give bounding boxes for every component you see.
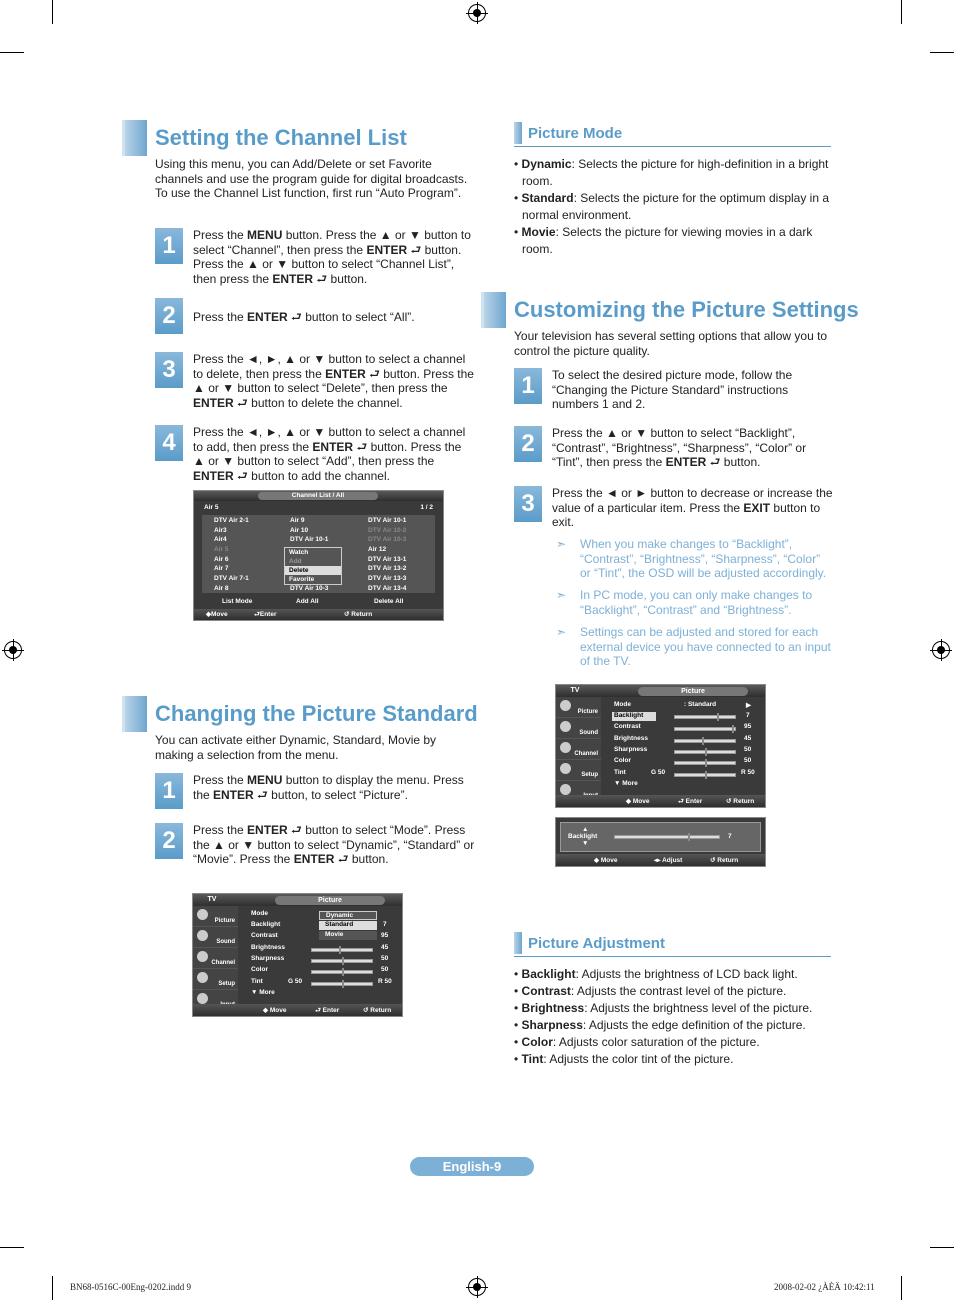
list-mode-button[interactable]: List Mode <box>222 598 253 605</box>
picture-mode-list <box>514 156 834 258</box>
section-title-channel-list: Setting the Channel List <box>122 120 407 156</box>
channel-list-step-2: 2 Press the ENTER ⮐ button to select “All”. <box>155 298 475 334</box>
popup-add[interactable]: Add <box>289 558 302 565</box>
registration-mark-icon <box>932 641 950 659</box>
enter-icon: ⮐ <box>257 787 268 802</box>
note: ➣ Settings can be adjusted and stored for each external device you have connected to an input of the TV. <box>556 625 831 669</box>
add-all-button[interactable]: Add All <box>296 598 319 605</box>
section-title-picture-adjustment: Picture Adjustment <box>514 932 831 957</box>
enter-icon: ⮐ <box>316 272 328 287</box>
channel-cell[interactable]: Air4 <box>214 536 227 543</box>
channel-cell[interactable]: DTV Air 13-2 <box>368 565 407 572</box>
enter-icon: ⮐ <box>237 396 248 411</box>
down-arrow-icon: ▼ <box>582 840 589 847</box>
side-channel[interactable]: Channel <box>556 739 601 760</box>
customizing-intro: Your television has several setting options that allow you to control the picture quality. <box>514 329 828 358</box>
current-channel: Air 5 <box>204 504 219 511</box>
nav-return: ↺ Return <box>710 857 739 864</box>
list-item: • Brightness: Adjusts the brightness level of the picture. <box>514 1001 813 1015</box>
side-picture[interactable]: Picture <box>556 697 601 718</box>
enter-icon: ⮐ <box>291 823 302 837</box>
picture-icon <box>197 909 208 920</box>
crop-mark <box>0 1247 24 1248</box>
enter-icon: ⮐ <box>369 366 380 381</box>
channel-list-step-4: 4 Press the ◄, ►, ▲ or ▼ button to select a channel to add, then press the ENTER ⮐ button. Press the ▲ or ▼ button to select “Add”, then press the ENTER ⮐ button to add the channel. <box>155 425 475 484</box>
enter-icon: ⮐ <box>410 242 422 257</box>
tint-slider[interactable] <box>674 773 736 777</box>
crop-mark <box>52 0 53 24</box>
list-item: • Dynamic: Selects the picture for high-definition in a bright room. <box>514 157 829 188</box>
registration-mark-icon <box>468 1278 486 1296</box>
sound-icon <box>197 930 208 941</box>
channel-cell[interactable]: Air3 <box>214 527 227 534</box>
setup-icon <box>197 972 208 983</box>
section-title-picture-mode: Picture Mode <box>514 122 831 147</box>
channel-cell[interactable]: Air 7 <box>214 565 229 572</box>
nav-move: ◆ Move <box>626 798 650 805</box>
mode-option-standard[interactable]: Standard <box>319 921 377 930</box>
side-sound[interactable]: Sound <box>556 718 601 739</box>
sound-icon <box>560 721 571 732</box>
list-item: • Tint: Adjusts the color tint of the picture. <box>514 1052 734 1066</box>
channel-action-popup <box>284 547 342 585</box>
registration-mark-icon <box>468 4 486 22</box>
sharpness-slider[interactable] <box>311 959 373 963</box>
note-arrow-icon: ➣ <box>556 537 567 551</box>
list-item: • Backlight: Adjusts the brightness of LCD back light. <box>514 967 798 981</box>
list-item: • Standard: Selects the picture for the optimum display in a normal environment. <box>514 191 830 222</box>
channel-cell[interactable]: DTV Air 10-2 <box>368 527 407 534</box>
side-setup[interactable]: Setup <box>556 760 601 781</box>
list-item: • Movie: Selects the picture for viewing movies in a dark room. <box>514 225 813 256</box>
customizing-step-3: 3 Press the ◄ or ► button to decrease or increase the value of a particular item. Press the EXIT button to exit. <box>514 486 834 530</box>
picture-standard-step-2: 2 Press the ENTER ⮐ button to select “Mode”. Press the ▲ or ▼ button to select “Dynamic”, “Standard” or “Movie”. Press the ENTER ⮐ button. <box>155 823 475 867</box>
crop-mark <box>52 1276 53 1300</box>
title-bar-decoration <box>514 122 522 144</box>
popup-watch[interactable]: Watch <box>289 549 309 556</box>
channel-icon <box>560 742 571 753</box>
nav-enter: ⮐ Enter <box>315 1007 340 1014</box>
title-bar-decoration <box>122 696 147 732</box>
list-item: • Sharpness: Adjusts the edge definition of the picture. <box>514 1018 806 1032</box>
nav-move: ◆Move <box>206 611 228 618</box>
list-item: • Contrast: Adjusts the contrast level of the picture. <box>514 984 787 998</box>
channel-cell[interactable]: Air 6 <box>214 556 229 563</box>
backlight-slider[interactable] <box>674 715 736 719</box>
footer-file: BN68-0516C-00Eng-0202.indd 9 <box>70 1282 191 1292</box>
section-title-picture-standard: Changing the Picture Standard <box>122 696 478 732</box>
channel-cell[interactable]: DTV Air 13-3 <box>368 575 407 582</box>
mode-option-movie[interactable]: Movie <box>319 931 377 940</box>
channel-icon <box>197 951 208 962</box>
note-arrow-icon: ➣ <box>556 625 567 639</box>
channel-cell[interactable]: Air 12 <box>368 546 387 553</box>
popup-favorite[interactable]: Favorite <box>289 576 315 583</box>
section-title-customizing: Customizing the Picture Settings <box>481 292 859 328</box>
picture-standard-osd: TV Picture Picture Sound Channel Setup Mode Dynamic Standard Movie Backlight Contrast Brightness Sharpness Color 7 95 45 50 50 Tint G 50 R 50 ▼ More ◆ Move ⮐ Enter ↺ Return <box>192 893 403 1017</box>
channel-cell[interactable]: Air 5 <box>214 546 229 553</box>
picture-standard-intro: You can activate either Dynamic, Standard, Movie by making a selection from the menu. <box>155 733 437 762</box>
nav-return: ↺ Return <box>726 798 755 805</box>
footer-timestamp: 2008-02-02 ¿ÀÈÄ 10:42:11 <box>774 1282 875 1292</box>
side-sound[interactable]: Sound <box>193 927 238 948</box>
backlight-adjust-osd: ▲ Backlight ▼ 7 ◆ Move ◂▸ Adjust ↺ Return <box>555 817 766 867</box>
channel-list-osd-title: Channel List / All <box>258 492 378 500</box>
registration-mark-icon <box>4 641 22 659</box>
title-bar-decoration <box>122 120 147 156</box>
contrast-slider[interactable] <box>674 727 736 731</box>
setup-icon <box>560 763 571 774</box>
tint-slider[interactable] <box>311 982 373 986</box>
nav-return: ↺ Return <box>344 611 373 618</box>
nav-move: ◆ Move <box>263 1007 287 1014</box>
customizing-step-1: 1 To select the desired picture mode, follow the “Changing the Picture Standard” instructions numbers 1 and 2. <box>514 368 834 412</box>
page-indicator: 1 / 2 <box>420 504 433 511</box>
channel-cell[interactable]: Air 9 <box>290 517 305 524</box>
crop-mark <box>901 1276 902 1300</box>
crop-mark <box>0 52 24 53</box>
nav-adjust: ◂▸ Adjust <box>654 857 683 864</box>
note-arrow-icon: ➣ <box>556 588 567 602</box>
channel-cell[interactable]: Air 10 <box>290 527 309 534</box>
channel-list-step-1: 1 Press the MENU button. Press the ▲ or ▼ button to select “Channel”, then press the ENTER ⮐ button. Press the ▲ or ▼ button to select “Channel List”, then press the ENTER ⮐ button. <box>155 228 475 287</box>
enter-icon: ⮐ <box>237 469 248 484</box>
arrow-right-icon: ▶ <box>746 702 751 709</box>
popup-delete[interactable]: Delete <box>285 566 341 575</box>
channel-cell[interactable]: DTV Air 2-1 <box>214 517 249 524</box>
color-slider[interactable] <box>674 761 736 765</box>
nav-enter: ⮐Enter <box>254 611 277 618</box>
enter-icon: ⮐ <box>356 439 368 454</box>
side-setup[interactable]: Setup <box>193 969 238 990</box>
channel-cell[interactable]: DTV Air 13-1 <box>368 556 407 563</box>
channel-cell[interactable]: DTV Air 10-1 <box>290 536 329 543</box>
nav-enter: ⮐ Enter <box>678 798 703 805</box>
channel-cell[interactable]: DTV Air 7-1 <box>214 575 249 582</box>
picture-adjustment-list <box>514 966 834 1068</box>
title-bar-decoration <box>514 932 522 954</box>
sharpness-slider[interactable] <box>674 750 736 754</box>
input-icon <box>560 784 571 795</box>
channel-list-osd <box>193 490 444 621</box>
delete-all-button[interactable]: Delete All <box>374 598 404 605</box>
channel-cell[interactable]: DTV Air 13-4 <box>368 585 407 592</box>
page-number: English-9 <box>410 1157 534 1176</box>
crop-mark <box>930 1247 954 1248</box>
side-picture[interactable]: Picture <box>193 906 238 927</box>
enter-icon: ⮐ <box>291 310 302 324</box>
channel-list-intro: Using this menu, you can Add/Delete or set Favorite channels and use the program guide for digital broadcasts. To use the Channel List function, first run “Auto Program”. <box>155 157 468 201</box>
list-item: • Color: Adjusts color saturation of the picture. <box>514 1035 760 1049</box>
input-icon <box>197 993 208 1004</box>
backlight-row-selected[interactable]: Backlight <box>612 712 656 721</box>
backlight-adjust-slider[interactable] <box>614 835 720 839</box>
channel-cell[interactable]: DTV Air 10-3 <box>368 536 407 543</box>
channel-cell[interactable]: DTV Air 10-1 <box>368 517 407 524</box>
side-channel[interactable]: Channel <box>193 948 238 969</box>
color-slider[interactable] <box>311 970 373 974</box>
nav-move: ◆ Move <box>594 857 618 864</box>
enter-icon: ⮐ <box>337 852 349 867</box>
picture-standard-step-1: 1 Press the MENU button to display the menu. Press the ENTER ⮐ button, to select “Picture”. <box>155 773 475 809</box>
brightness-slider[interactable] <box>311 948 373 952</box>
up-arrow-icon: ▲ <box>582 826 589 833</box>
note: ➣ When you make changes to “Backlight”, “Contrast”, “Brightness”, “Sharpness”, “Color” or “Tint”, the OSD will be adjusted accordingly. <box>556 537 827 581</box>
channel-cell[interactable]: Air 8 <box>214 585 229 592</box>
enter-icon: ⮐ <box>709 455 721 470</box>
mode-option-dynamic[interactable]: Dynamic <box>319 911 377 920</box>
channel-list-step-3: 3 Press the ◄, ►, ▲ or ▼ button to select a channel to delete, then press the ENTER ⮐ button. Press the ▲ or ▼ button to select “Delete”, then press the ENTER ⮐ button to delete the channel. <box>155 352 475 411</box>
picture-icon <box>560 700 571 711</box>
picture-settings-osd: TV Picture Picture Sound Channel Setup Mode : Standard ▶ Backlight Contrast Brightness Sharpness Color 7 95 45 50 50 Tint G 50 R 50 ▼ More ◆ Move ⮐ Enter ↺ Return <box>555 684 766 808</box>
crop-mark <box>901 0 902 24</box>
title-bar-decoration <box>481 292 506 328</box>
crop-mark <box>930 52 954 53</box>
customizing-step-2: 2 Press the ▲ or ▼ button to select “Backlight”, “Contrast”, “Brightness”, “Sharpness”, “Color” or “Tint”, then press the ENTER ⮐ button. <box>514 426 834 470</box>
note: ➣ In PC mode, you can only make changes to “Backlight”, “Contrast” and “Brightness”. <box>556 588 813 617</box>
nav-return: ↺ Return <box>363 1007 392 1014</box>
channel-cell[interactable]: DTV Air 10-3 <box>290 585 329 592</box>
brightness-slider[interactable] <box>674 739 736 743</box>
